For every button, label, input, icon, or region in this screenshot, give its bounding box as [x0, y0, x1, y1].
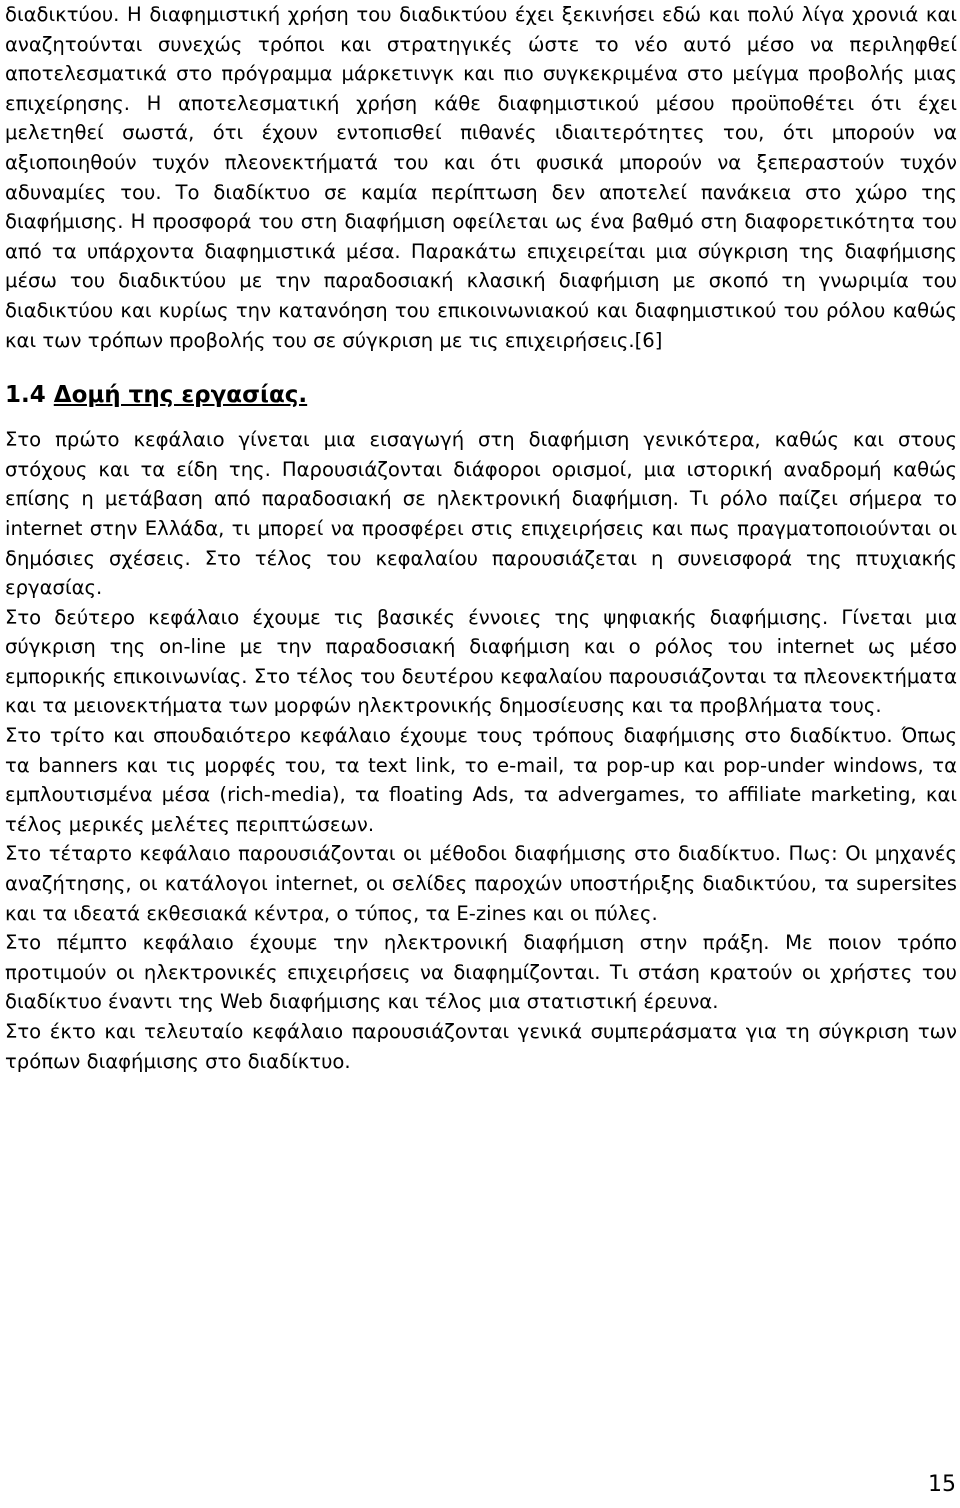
- section-number: 1.4: [5, 382, 46, 409]
- chapter-5-paragraph: Στο πέμπτο κεφάλαιο έχουμε την ηλεκτρονική διαφήμιση στην πράξη. Με ποιον τρόπο προτιμούν οι ηλεκτρονικές επιχειρήσεις να διαφημίζονται. Τι στάση κρατούν οι χρήστες του διαδίκτυο έναντι της Web διαφήμισης και τέλος μια στατιστική έρευνα.: [5, 931, 957, 1014]
- chapter-3-paragraph: Στο τρίτο και σπουδαιότερο κεφάλαιο έχουμε τους τρόπους διαφήμισης στο διαδίκτυο. Όπως τα banners και τις μορφές του, τα text link, το e-mail, τα pop-up και pop-under windows, τα εμπλουτισμένα μέσα (rich-media), τα floating Ads, τα advergames, το affiliate marketing, και τέλος μερικές μελέτες περιπτώσεων.: [5, 724, 957, 836]
- section-spacer: [5, 355, 957, 369]
- intro-paragraph: διαδικτύου. Η διαφημιστική χρήση του διαδικτύου έχει ξεκινήσει εδώ και πολύ λίγα χρονιά και αναζητούνται συνεχώς τρόποι και στρατηγικές ώστε το νέο αυτό μέσο να περιληφθεί αποτελεσματικά στο πρόγραμμα μάρκετινγκ και πιο συγκεκριμένα στο μείγμα προβολής μιας επιχείρησης. Η αποτελεσματική χρήση κάθε διαφημιστικού μέσου προϋποθέτει ότι έχει μελετηθεί σωστά, ότι έχουν εντοπισθεί πιθανές ιδιαιτερότητες του, ότι μπορούν να αξιοποιηθούν τυχόν πλεονεκτήματά του και ότι φυσικά μπορούν να ξεπεραστούν τυχόν αδυναμίες του. Το διαδίκτυο σε καμία περίπτωση δεν αποτελεί πανάκεια στο χώρο της διαφήμισης. Η προσφορά του στη διαφήμιση οφείλεται ως ένα βαθμό στη διαφορετικότητα του από τα υπάρχοντα διαφημιστικά μέσα. Παρακάτω επιχειρείται μια σύγκριση της διαφήμισης μέσω του διαδικτύου με την παραδοσιακή κλασική διαφήμιση με σκοπό τη γνωριμία του διαδικτύου και κυρίως την κατανόηση του επικοινωνιακού και διαφημιστικού του ρόλου καθώς και των τρόπων προβολής του σε σύγκριση με τις επιχειρήσεις.[6]: [5, 3, 957, 352]
- section-title: Δομή της εργασίας.: [53, 382, 308, 409]
- chapter-4-paragraph: Στο τέταρτο κεφάλαιο παρουσιάζονται οι μέθοδοι διαφήμισης στο διαδίκτυο. Πως: Οι μηχανές αναζήτησης, οι κατάλογοι internet, οι σελίδες παροχών υποστήριξης διαδικτύου, τα supersites και τα ιδεατά εκθεσιακά κέντρα, ο τύπος, τα E-zines και οι πύλες.: [5, 842, 957, 925]
- section-heading: [5, 369, 957, 411]
- chapter-2-paragraph: Στο δεύτερο κεφάλαιο έχουμε τις βασικές έννοιες της ψηφιακής διαφήμισης. Γίνεται μια σύγκριση της on-line με την παραδοσιακή διαφήμιση και ο ρόλος του internet ως μέσο εμπορικής επικοινωνίας. Στο τέλος του δευτέρου κεφαλαίου παρουσιάζονται τα πλεονεκτήματα και τα μειονεκτήματα των μορφών ηλεκτρονικής δημοσίευσης και τα προβλήματα τους.: [5, 605, 957, 718]
- chapter-1-paragraph: Στο πρώτο κεφάλαιο γίνεται μια εισαγωγή στη διαφήμιση γενικότερα, καθώς και στους στόχους και τα είδη της. Παρουσιάζονται διάφοροι ορισμοί, μια ιστορική αναδρομή καθώς επίσης η μετάβαση από παραδοσιακή σε ηλεκτρονική διαφήμιση. Τι ρόλο παίζει σήμερα το internet στην Ελλάδα, τι μπορεί να προσφέρει στις επιχειρήσεις και πως πραγματοποιούνται οι δημόσιες σχέσεις. Στο τέλος του κεφαλαίου παρουσιάζεται η συνεισφορά της πτυχιακής εργασίας.: [5, 428, 957, 600]
- section-spacer: [5, 411, 957, 425]
- chapter-6-paragraph: Στο έκτο και τελευταίο κεφάλαιο παρουσιάζονται γενικά συμπεράσματα για τη σύγκριση των τρόπων διαφήμισης στο διαδίκτυο.: [5, 1020, 957, 1073]
- page-number: 15: [928, 1472, 956, 1497]
- document-page: [5, 0, 957, 1076]
